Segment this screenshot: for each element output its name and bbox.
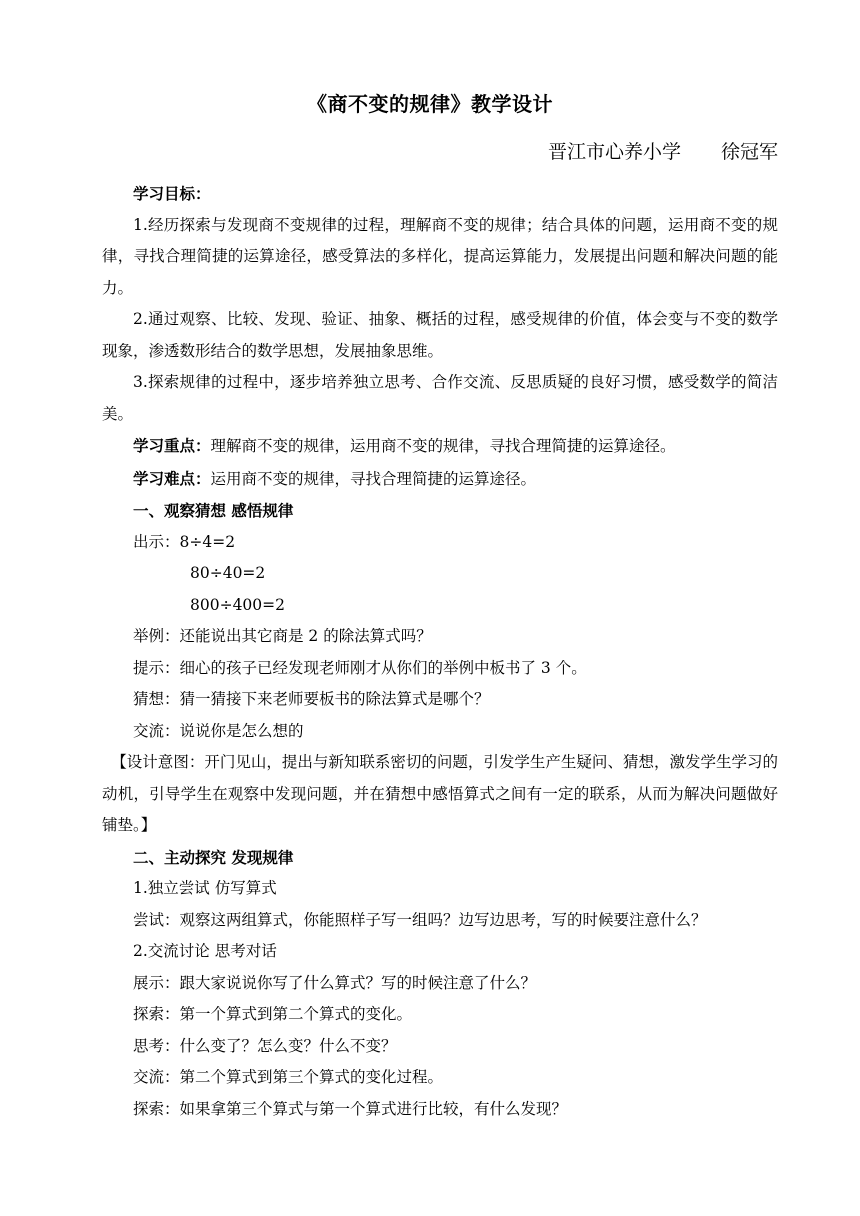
section2-line: 2.交流讨论 思考对话 xyxy=(133,942,277,960)
section1-heading: 一、观察猜想 感悟规律 xyxy=(133,501,294,520)
difficulty-text: 运用商不变的规律，寻找合理简捷的运算途径。 xyxy=(210,469,537,488)
author-name: 徐冠军 xyxy=(720,141,778,163)
section1-line: 举例：还能说出其它商是 2 的除法算式吗？ xyxy=(133,627,432,645)
section1-line: 交流：说说你是怎么想的 xyxy=(133,721,304,740)
document-title: 《商不变的规律》教学设计 xyxy=(307,92,553,116)
goal-item: 3.探索规律的过程中，逐步培养独立思考、合作交流、反思质疑的良好习惯，感受数学的简洁美。 xyxy=(102,373,778,423)
section2-line: 思考：什么变了？怎么变？什么不变？ xyxy=(133,1036,397,1055)
show-label: 出示： xyxy=(133,532,180,551)
goals-heading: 学习目标： xyxy=(133,184,211,203)
show-line xyxy=(102,527,778,559)
difficulty-label: 学习难点： xyxy=(133,468,211,488)
section2-line: 尝试：观察这两组算式，你能照样子写一组吗？边写边思考，写的时候要注意什么？ xyxy=(133,910,707,929)
section1-line: 猜想：猜一猜接下来老师要板书的除法算式是哪个？ xyxy=(133,690,490,708)
equation: 80÷40=2 xyxy=(190,564,266,582)
goal-item: 1.经历探索与发现商不变规律的过程，理解商不变的规律；结合具体的问题，运用商不变的规律，寻找合理简捷的运算途径，感受算法的多样化，提高运算能力，发展提出问题和解决问题的能力。 xyxy=(102,215,778,297)
key-point-label: 学习重点： xyxy=(133,436,211,455)
key-point-text: 理解商不变的规律，运用商不变的规律，寻找合理简捷的运算途径。 xyxy=(210,437,676,455)
section2-line: 展示：跟大家说说你写了什么算式？写的时候注意了什么？ xyxy=(133,973,537,992)
difficulty-point xyxy=(102,463,778,496)
document-body xyxy=(102,178,778,1125)
equation: 8÷4=2 xyxy=(179,532,236,551)
section2-heading: 二、主动探究 发现规律 xyxy=(133,847,294,867)
school-name: 晋江市心养小学 xyxy=(547,141,681,163)
section2-line: 探索：如果拿第三个算式与第一个算式进行比较，有什么发现？ xyxy=(133,1099,568,1118)
section2-line: 交流：第二个算式到第三个算式的变化过程。 xyxy=(133,1068,444,1086)
goal-item: 2.通过观察、比较、发现、验证、抽象、概括的过程，感受规律的价值，体会变与不变的数学现象，渗透数形结合的数学思想，发展抽象思维。 xyxy=(102,310,778,360)
equation: 800÷400=2 xyxy=(190,595,286,614)
section1-line: 提示：细心的孩子已经发现老师刚才从你们的举例中板书了 3 个。 xyxy=(133,658,587,677)
author-byline xyxy=(548,137,778,164)
key-point xyxy=(102,430,778,463)
design-note: 【设计意图：开门见山，提出与新知联系密切的问题，引发学生产生疑问、猜想，激发学生学习的动机，引导学生在观察中发现问题，并在猜想中感悟算式之间有一定的联系，从而为解决问题做好铺垫。】 xyxy=(102,753,778,834)
section2-line: 探索：第一个算式到第二个算式的变化。 xyxy=(133,1005,413,1023)
section2-line: 1.独立尝试 仿写算式 xyxy=(133,879,277,897)
